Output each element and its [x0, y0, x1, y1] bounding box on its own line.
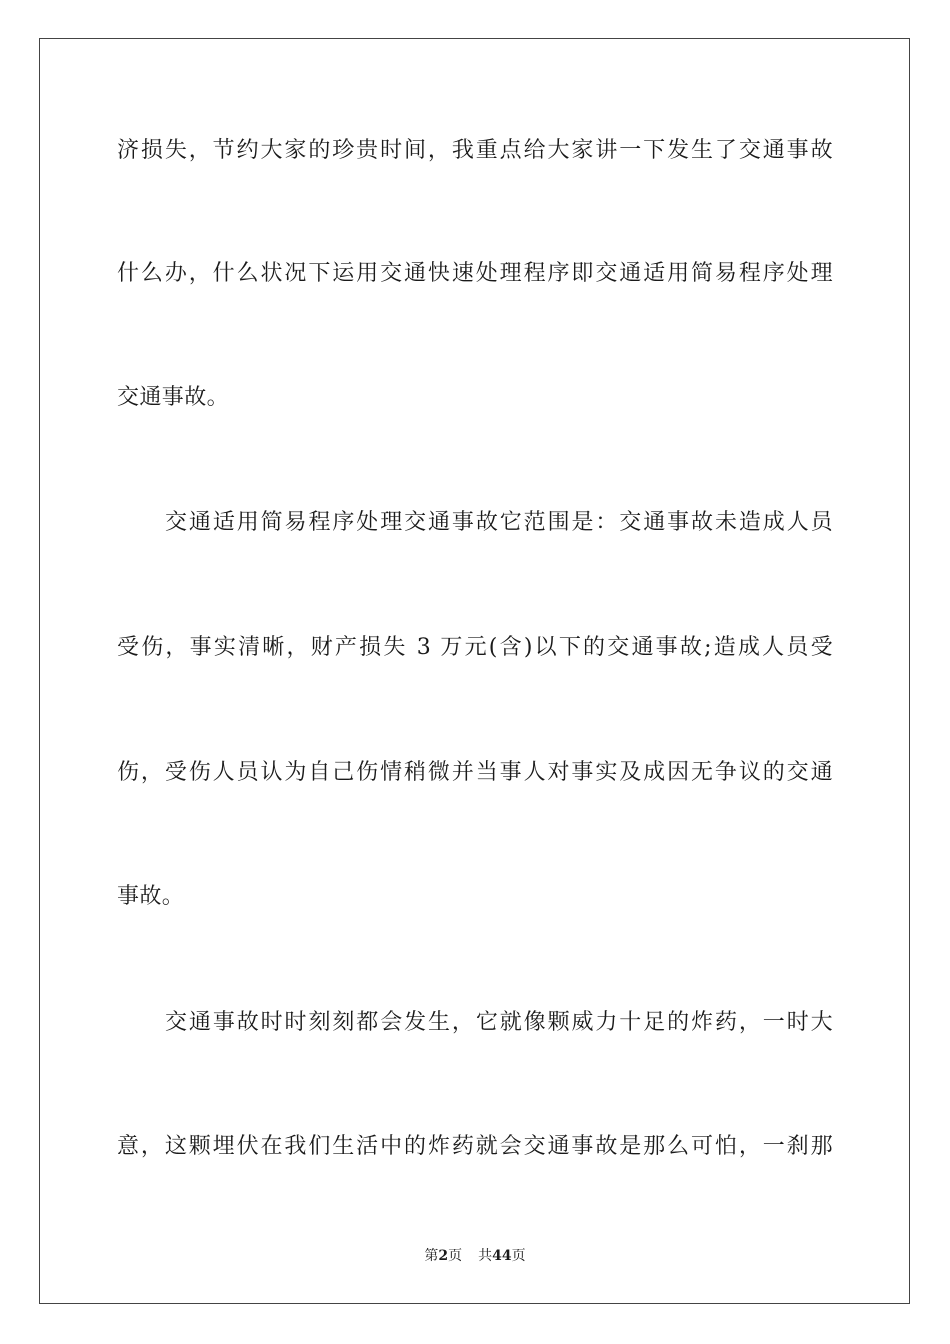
text-line: 什么办，什么状况下运用交通快速处理程序即交通适用简易程序处理: [117, 261, 833, 286]
total-prefix: 共: [478, 1248, 493, 1264]
text-line: 受伤，事实清晰，财产损失 3 万元(含)以下的交通事故;造成人员受: [117, 635, 833, 660]
text-line: 济损失，节约大家的珍贵时间，我重点给大家讲一下发生了交通事故: [117, 138, 833, 163]
page-suffix: 页: [448, 1248, 463, 1264]
total-suffix: 页: [511, 1248, 526, 1264]
text-line: 伤，受伤人员认为自己伤情稍微并当事人对事实及成因无争议的交通: [117, 760, 833, 785]
text-line: 意，这颗埋伏在我们生活中的炸药就会交通事故是那么可怕，一刹那: [117, 1134, 833, 1159]
page-border: [39, 38, 910, 1304]
text-line: 交通事故。: [117, 385, 230, 410]
text-line: 事故。: [117, 884, 185, 909]
paragraph-first-line: 交通适用简易程序处理交通事故它范围是：交通事故未造成人员: [165, 510, 833, 535]
page-footer: [0, 1246, 950, 1266]
page-prefix: 第: [424, 1248, 439, 1264]
page-number: 2: [438, 1248, 449, 1264]
paragraph-first-line: 交通事故时时刻刻都会发生，它就像颗威力十足的炸药，一时大: [165, 1010, 833, 1035]
total-pages: 44: [492, 1248, 512, 1264]
